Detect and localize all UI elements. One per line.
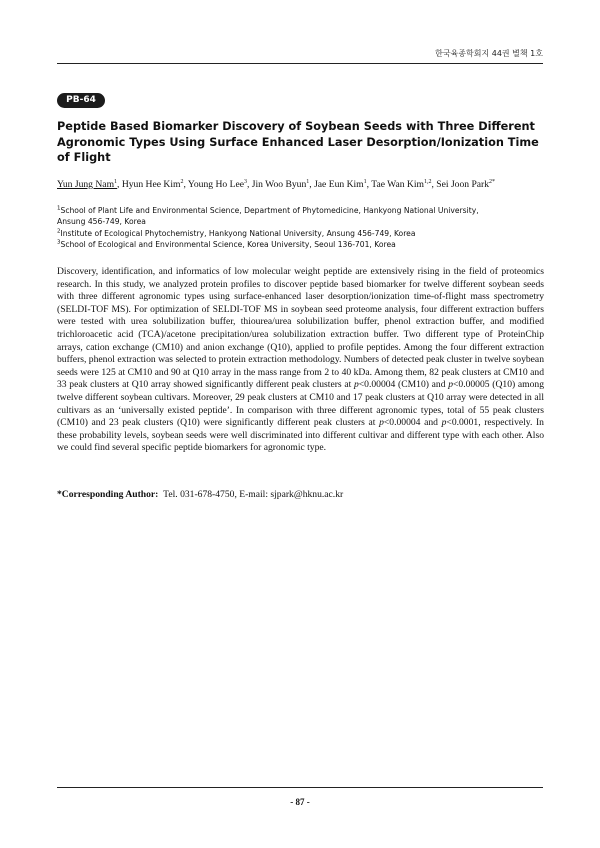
author-list: Yun Jung Nam$^1$, Hyun Hee Kim$^2$, Young Ho Lee$^3$, Jin Woo Byun$^1$, Jae Eun Kim$^1$, Tae Wan Kim$^{1,2}$, Sei Joon Park$^{2*}$ [57,178,496,190]
affiliation: $^3$School of Ecological and Environmental Science, Korea University, Seoul 136-701, Korea [57,239,396,250]
affiliation: $^1$School of Plant Life and Environmental Science, Department of Phytomedicine, Hankyong National University, [57,205,479,215]
author: Young Ho Lee$^3$ [187,178,247,190]
author: Sei Joon Park$^{2*}$ [436,178,496,190]
corresponding-label: *Corresponding Author: [57,489,159,500]
abstract-text: Discovery, identification, and informatics of low molecular weight peptide are extensively rising in the field of proteomics research. In this study, we analyzed protein profiles to discover peptide based biomarker for twelve different soybean seeds with three different agronomic types using surface-enhanced laser desorption/ionization time-of-flight mass spectrometry (SELDI-TOF MS). For optimization of SELDI-TOF MS in soybean seed proteome analysis, four different extraction buffers were tested with urea solubilization buffer, thiourea/urea solubilization buffer, phenol extraction buffer, and modified trichloroacetic acid (TCA)/acetone precipitation/urea solubilization extraction buffer. Two different type of ProteinChip arrays, cation exchange (CM10) and anion exchange (Q10), applied to profile peptides. Among the four different extraction buffers, phenol extraction was selected to protein extraction methodology. Numbers of detected peak cluster in twelve soybean seeds were 125 at CM10 and 90 at Q10 array in the mass range from 2 to 40 kDa. Among them, 82 peak clusters at CM10 and 33 peak clusters at Q10 array showed significantly different peak clusters at p<0.00004 (CM10) and p<0.00005 (Q10) among twelve different soybean cultivars. Moreover, 29 peak clusters at CM10 and 17 peak clusters at Q10 array were detected in all cultivars as an ‘universally existed peptide’. In comparison with three different agronomic types, total of 55 peak clusters (CM10) and 23 peak clusters (Q10) were significantly different peak clusters at p<0.00004 and p<0.0001, respectively. In these probability levels, soybean seeds were well discriminated into different cultivar and different type with each other. Also we could find several specific peptide biomarkers for agronomic type. [57,266,544,454]
affiliation-list [57,205,547,251]
footer-rule [57,787,543,788]
paper-title: Peptide Based Biomarker Discovery of Soybean Seeds with Three Different Agronomic Types Using Surface Enhanced Laser Desorption/Ionization Time of Flight [57,120,539,164]
journal-header: 한국육종학회지 44권 별책 1호 [435,49,543,58]
page-number: - 87 - [290,797,310,807]
poster-badge: PB-64 [57,93,105,108]
author: Yun Jung Nam$^1$ [57,178,118,190]
author: Jae Eun Kim$^1$ [314,178,367,190]
author: Hyun Hee Kim$^2$ [121,178,184,190]
author: Jin Woo Byun$^1$ [251,178,310,190]
corresponding-author [57,489,343,501]
affiliation: $^2$Institute of Ecological Phytochemistry, Hankyong National University, Ansung 456-749, Korea [57,228,416,238]
header-rule [57,63,543,64]
corresponding-contact: Tel. 031-678-4750, E-mail: sjpark@hknu.ac.kr [163,489,344,500]
affiliation-continued: Ansung 456-749, Korea [57,217,146,227]
author: Tae Wan Kim$^{1,2}$ [371,178,432,190]
